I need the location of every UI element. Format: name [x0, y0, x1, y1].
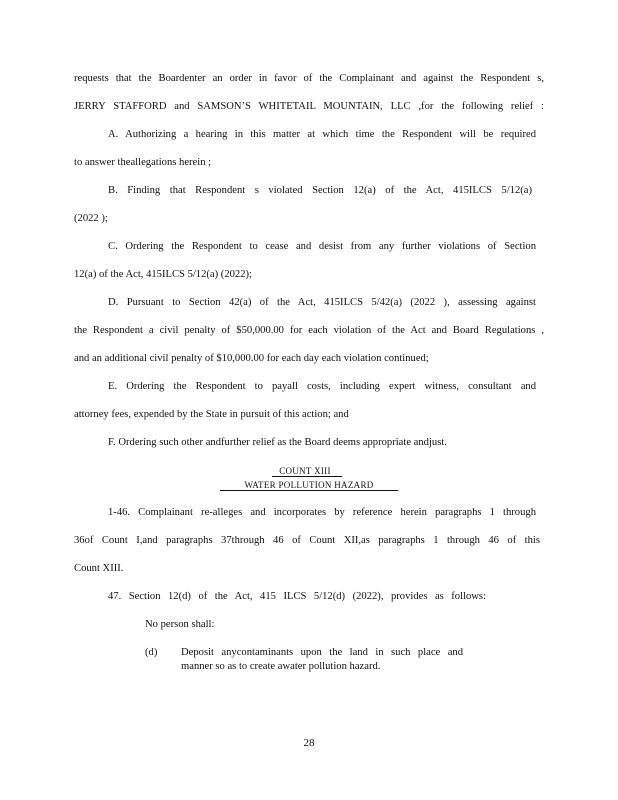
count-heading: COUNT XIII	[279, 466, 331, 476]
statute-intro: No person shall:	[145, 619, 215, 630]
relief-item-d: D. Pursuant to Section 42(a) of the Act, 415ILCS 5/42(a) (2022 ), assessing against	[108, 297, 536, 308]
count-heading-underline	[272, 476, 342, 477]
body-line: (2022 );	[74, 213, 108, 224]
body-line: JERRY STAFFORD and SAMSON’S WHITETAIL MOUNTAIN, LLC ,for the following relief :	[74, 101, 544, 112]
relief-item-e: E. Ordering the Respondent to payall costs, including expert witness, consultant and	[108, 381, 536, 392]
paragraph-1-46: 1-46. Complainant re-alleges and incorporates by reference herein paragraphs 1 through	[108, 507, 536, 518]
body-line: to answer theallegations herein ;	[74, 157, 212, 168]
relief-item-b: B. Finding that Respondent s violated Section 12(a) of the Act, 415ILCS 5/12(a)	[108, 185, 532, 196]
body-line: attorney fees, expended by the State in pursuit of this action; and	[74, 409, 349, 420]
body-line: requests that the Boardenter an order in favor of the Complainant and against the Respondent s,	[74, 73, 544, 84]
relief-item-c: C. Ordering the Respondent to cease and desist from any further violations of Section	[108, 241, 536, 252]
paragraph-47: 47. Section 12(d) of the Act, 415 ILCS 5/12(d) (2022), provides as follows:	[108, 591, 486, 602]
statute-item-text: Deposit anycontaminants upon the land in such place and	[181, 647, 463, 658]
body-line: 12(a) of the Act, 415ILCS 5/12(a) (2022);	[74, 269, 252, 280]
page-number: 28	[303, 737, 315, 749]
relief-item-a: A. Authorizing a hearing in this matter at which time the Respondent will be required	[108, 129, 536, 140]
body-line: the Respondent a civil penalty of $50,000.00 for each violation of the Act and Board Regulations ,	[74, 325, 544, 336]
relief-item-f: F. Ordering such other andfurther relief as the Board deems appropriate andjust.	[108, 437, 447, 448]
count-subheading-underline	[220, 490, 398, 491]
body-line: 36of Count I,and paragraphs 37through 46 of Count XII,as paragraphs 1 through 46 of this	[74, 535, 540, 546]
body-line: and an additional civil penalty of $10,000.00 for each day each violation continued;	[74, 353, 429, 364]
count-subheading: WATER POLLUTION HAZARD	[244, 480, 374, 490]
statute-item-label: (d)	[145, 647, 158, 658]
statute-item-text: manner so as to create awater pollution hazard.	[181, 661, 381, 672]
body-line: Count XIII.	[74, 563, 124, 574]
